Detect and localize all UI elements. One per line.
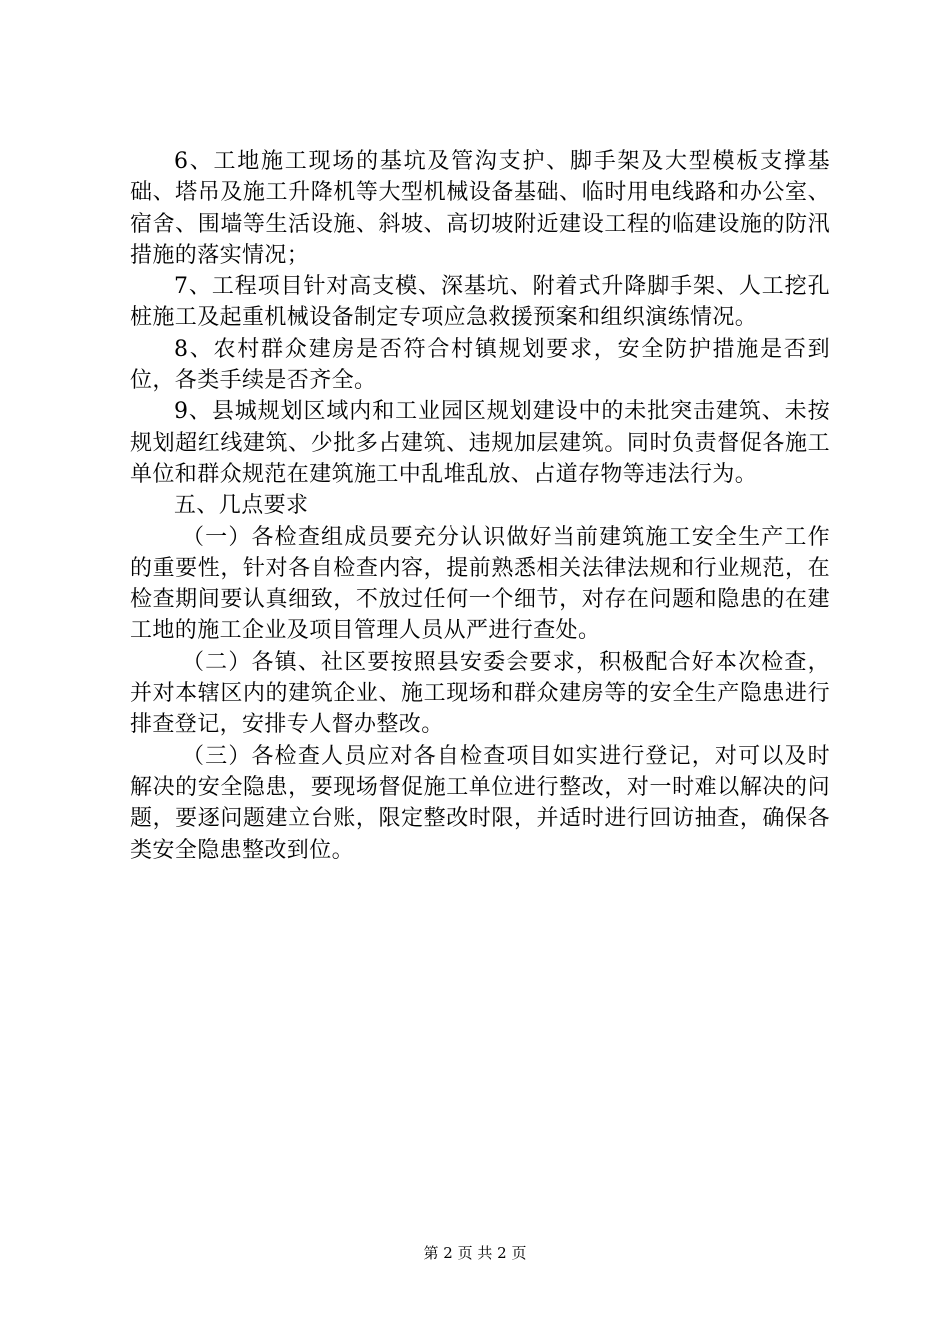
paragraph-item-7: 7、工程项目针对高支模、深基坑、附着式升降脚手架、人工挖孔桩施工及起重机械设备制定专项应急救援预案和组织演练情况。 (130, 274, 830, 331)
page-footer (0, 1243, 950, 1263)
requirement-item-3: （三）各检查人员应对各自检查项目如实进行登记，对可以及时解决的安全隐患，要现场督促施工单位进行整改，对一时难以解决的问题，要逐问题建立台账，限定整改时限，并适时进行回访抽查，确保各类安全隐患整改到位。 (130, 743, 830, 863)
paragraph-item-8: 8、农村群众建房是否符合村镇规划要求，安全防护措施是否到位，各类手续是否齐全。 (130, 336, 830, 394)
requirement-item-1: （一）各检查组成员要充分认识做好当前建筑施工安全生产工作的重要性，针对各自检查内容，提前熟悉相关法律法规和行业规范，在检查期间要认真细致，不放过任何一个细节，对存在问题和隐患的在建工地的施工企业及项目管理人员从严进行查处。 (130, 524, 830, 644)
paragraph-item-6: 6、工地施工现场的基坑及管沟支护、脚手架及大型模板支撑基础、塔吊及施工升降机等大型机械设备基础、临时用电线路和办公室、宿舍、围墙等生活设施、斜坡、高切坡附近建设工程的临建设施的防汛措施的落实情况； (130, 149, 830, 268)
section-heading-requirements: 五、几点要求 (174, 493, 309, 519)
requirement-item-2: （二）各镇、社区要按照县安委会要求，积极配合好本次检查，并对本辖区内的建筑企业、施工现场和群众建房等的安全生产隐患进行排查登记，安排专人督办整改。 (130, 649, 830, 738)
document-body (130, 146, 830, 866)
paragraph-item-9: 9、县城规划区域内和工业园区规划建设中的未批突击建筑、未按规划超红线建筑、少批多占建筑、违规加层建筑。同时负责督促各施工单位和群众规范在建筑施工中乱堆乱放、占道存物等违法行为。 (130, 399, 830, 487)
page-number-label: 第 2 页 共 2 页 (423, 1244, 527, 1262)
